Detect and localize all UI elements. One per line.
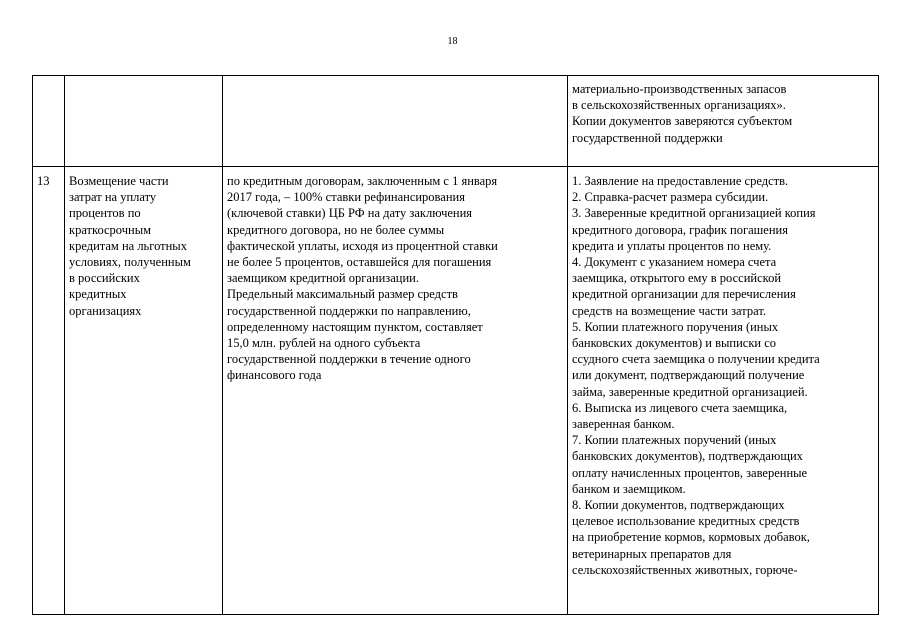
documents-line: 3. Заверенные кредитной организацией копия	[572, 206, 816, 221]
name-line: затрат на уплату	[69, 190, 157, 205]
documents-line: кредитного договора, график погашения	[572, 222, 788, 237]
documents-line: ссудного счета заемщика о получении кредита	[572, 352, 820, 367]
page-number: 18	[447, 36, 458, 47]
documents-line: кредитной организации для перечисления	[572, 287, 796, 302]
documents-line: или документ, подтверждающий получение	[572, 368, 805, 383]
conditions-line: определенному настоящим пунктом, составляет	[227, 319, 483, 334]
table-row-13	[33, 167, 879, 615]
documents-line: 1. Заявление на предоставление средств.	[572, 174, 789, 188]
documents-line: на приобретение кормов, кормовых добавок,	[572, 530, 810, 545]
conditions-cell	[223, 76, 568, 167]
name-line: организациях	[69, 303, 142, 318]
table-row-continuation	[33, 76, 879, 167]
documents-line: 2. Справка-расчет размера субсидии.	[572, 190, 769, 205]
documents-line: 4. Документ с указанием номера счета	[572, 255, 777, 270]
documents-line: оплату начисленных процентов, заверенные	[572, 465, 808, 480]
documents-line: сельскохозяйственных животных, горюче-	[572, 562, 798, 577]
name-line: кредитам на льготных	[69, 238, 187, 253]
documents-line: заемщика, открытого ему в российской	[572, 271, 782, 286]
measure-name-cell	[65, 167, 223, 615]
documents-line: средств на возмещение части затрат.	[572, 303, 767, 318]
documents-line: целевое использование кредитных средств	[572, 514, 800, 529]
measure-name-cell	[65, 76, 223, 167]
documents-line: 5. Копии платежного поручения (иных	[572, 319, 779, 334]
conditions-line: Предельный максимальный размер средств	[227, 287, 458, 302]
documents-cell	[568, 76, 879, 167]
conditions-line: (ключевой ставки) ЦБ РФ на дату заключения	[227, 206, 473, 221]
name-line: краткосрочным	[69, 222, 152, 237]
conditions-line: не более 5 процентов, оставшейся для погашения	[227, 255, 492, 270]
documents-line: банковских документов), подтверждающих	[572, 449, 803, 464]
conditions-line: государственной поддержки по направлению,	[227, 303, 471, 318]
documents-line: 8. Копии документов, подтверждающих	[572, 498, 785, 513]
row-number-cell	[33, 76, 65, 167]
documents-line: заверенная банком.	[572, 417, 675, 432]
documents-line: кредита и уплаты процентов по нему.	[572, 238, 772, 253]
row-number-cell	[33, 167, 65, 615]
conditions-line: фактической уплаты, исходя из процентной ставки	[227, 238, 498, 253]
documents-line: банком и заемщиком.	[572, 481, 686, 496]
name-line: условиях, полученным	[69, 255, 191, 270]
documents-line: займа, заверенные кредитной организацией.	[572, 384, 808, 399]
row-number: 13	[37, 174, 50, 188]
documents-cell	[568, 167, 879, 615]
conditions-line: государственной поддержки в течение одного	[227, 352, 471, 367]
documents-line: ветеринарных препаратов для	[572, 546, 732, 561]
documents-line: 7. Копии платежных поручений (иных	[572, 433, 777, 448]
conditions-line: финансового года	[227, 368, 322, 383]
name-line: Возмещение части	[69, 174, 169, 188]
documents-line: 6. Выписка из лицевого счета заемщика,	[572, 400, 788, 415]
conditions-line: по кредитным договорам, заключенным с 1 января	[227, 174, 498, 188]
name-line: процентов по	[69, 206, 141, 221]
documents-line: государственной поддержки	[572, 130, 723, 145]
conditions-line: кредитного договора, но не более суммы	[227, 222, 445, 237]
conditions-line: заемщиком кредитной организации.	[227, 271, 419, 286]
conditions-line: 15,0 млн. рублей на одного субъекта	[227, 336, 421, 351]
conditions-cell	[223, 167, 568, 615]
conditions-line: 2017 года, – 100% ставки рефинансирования	[227, 190, 465, 205]
documents-line: банковских документов) и выписки со	[572, 336, 777, 351]
documents-line: материально-производственных запасов	[572, 82, 787, 96]
document-table	[32, 75, 879, 615]
documents-line: в сельскохозяйственных организациях».	[572, 98, 786, 113]
documents-line: Копии документов заверяются субъектом	[572, 114, 793, 129]
name-line: кредитных	[69, 287, 127, 302]
name-line: в российских	[69, 271, 140, 286]
